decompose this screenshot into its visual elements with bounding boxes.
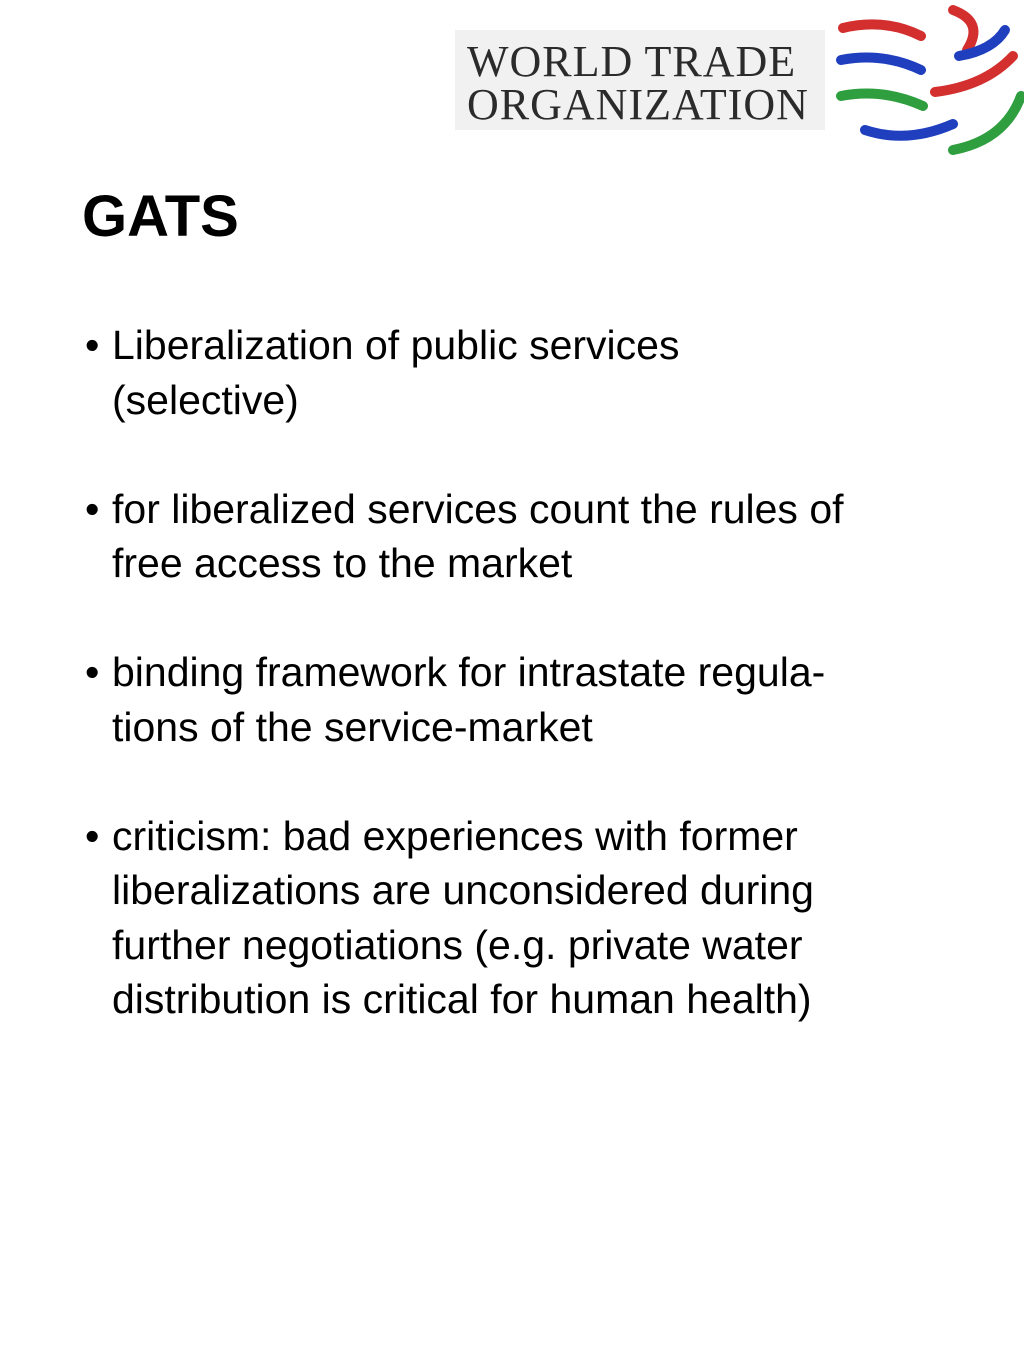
logo-arc-green-right xyxy=(953,96,1021,150)
bullet-text-line: Liberalization of public services xyxy=(112,322,680,368)
logo-arc-red-left xyxy=(843,24,921,36)
bullet-dot: • xyxy=(85,649,100,695)
logo-arc-green-left xyxy=(841,94,923,106)
bullet-item xyxy=(85,318,985,427)
logo-arc-red-right xyxy=(935,56,1013,92)
bullet-item xyxy=(85,645,985,754)
logo-wordmark xyxy=(455,30,825,130)
bullet-text-line: tions of the service-market xyxy=(112,703,593,750)
bullet-dot: • xyxy=(85,322,100,368)
bullet-text-line: for liberalized services count the rules of xyxy=(112,485,844,532)
bullet-dot: • xyxy=(85,812,100,859)
bullet-item xyxy=(85,809,985,1027)
wto-logo xyxy=(455,0,1024,170)
logo-arc-blue-left xyxy=(841,58,921,70)
bullet-item xyxy=(85,482,985,591)
bullet-text-line: liberalizations are unconsidered during xyxy=(112,867,814,913)
bullet-list xyxy=(85,318,985,1081)
bullet-text-line: distribution is critical for human health) xyxy=(112,976,812,1022)
bullet-dot: • xyxy=(85,485,100,532)
bullet-text-line: (selective) xyxy=(112,376,299,423)
logo-line-1: WORLD TRADE xyxy=(467,37,797,86)
bullet-text-line: further negotiations (e.g. private water xyxy=(112,921,803,968)
bullet-text-line: free access to the market xyxy=(112,540,573,586)
slide-title: GATS xyxy=(82,184,239,249)
logo-arc-red-right-top xyxy=(953,10,973,50)
logo-line-2: ORGANIZATION xyxy=(467,80,809,129)
bullet-text-line: binding framework for intrastate regula- xyxy=(112,649,826,695)
logo-arc-blue-bottom xyxy=(865,124,953,136)
wto-swoosh-logo-icon xyxy=(835,0,1024,170)
bullet-text-line: criticism: bad experiences with former xyxy=(112,812,798,859)
